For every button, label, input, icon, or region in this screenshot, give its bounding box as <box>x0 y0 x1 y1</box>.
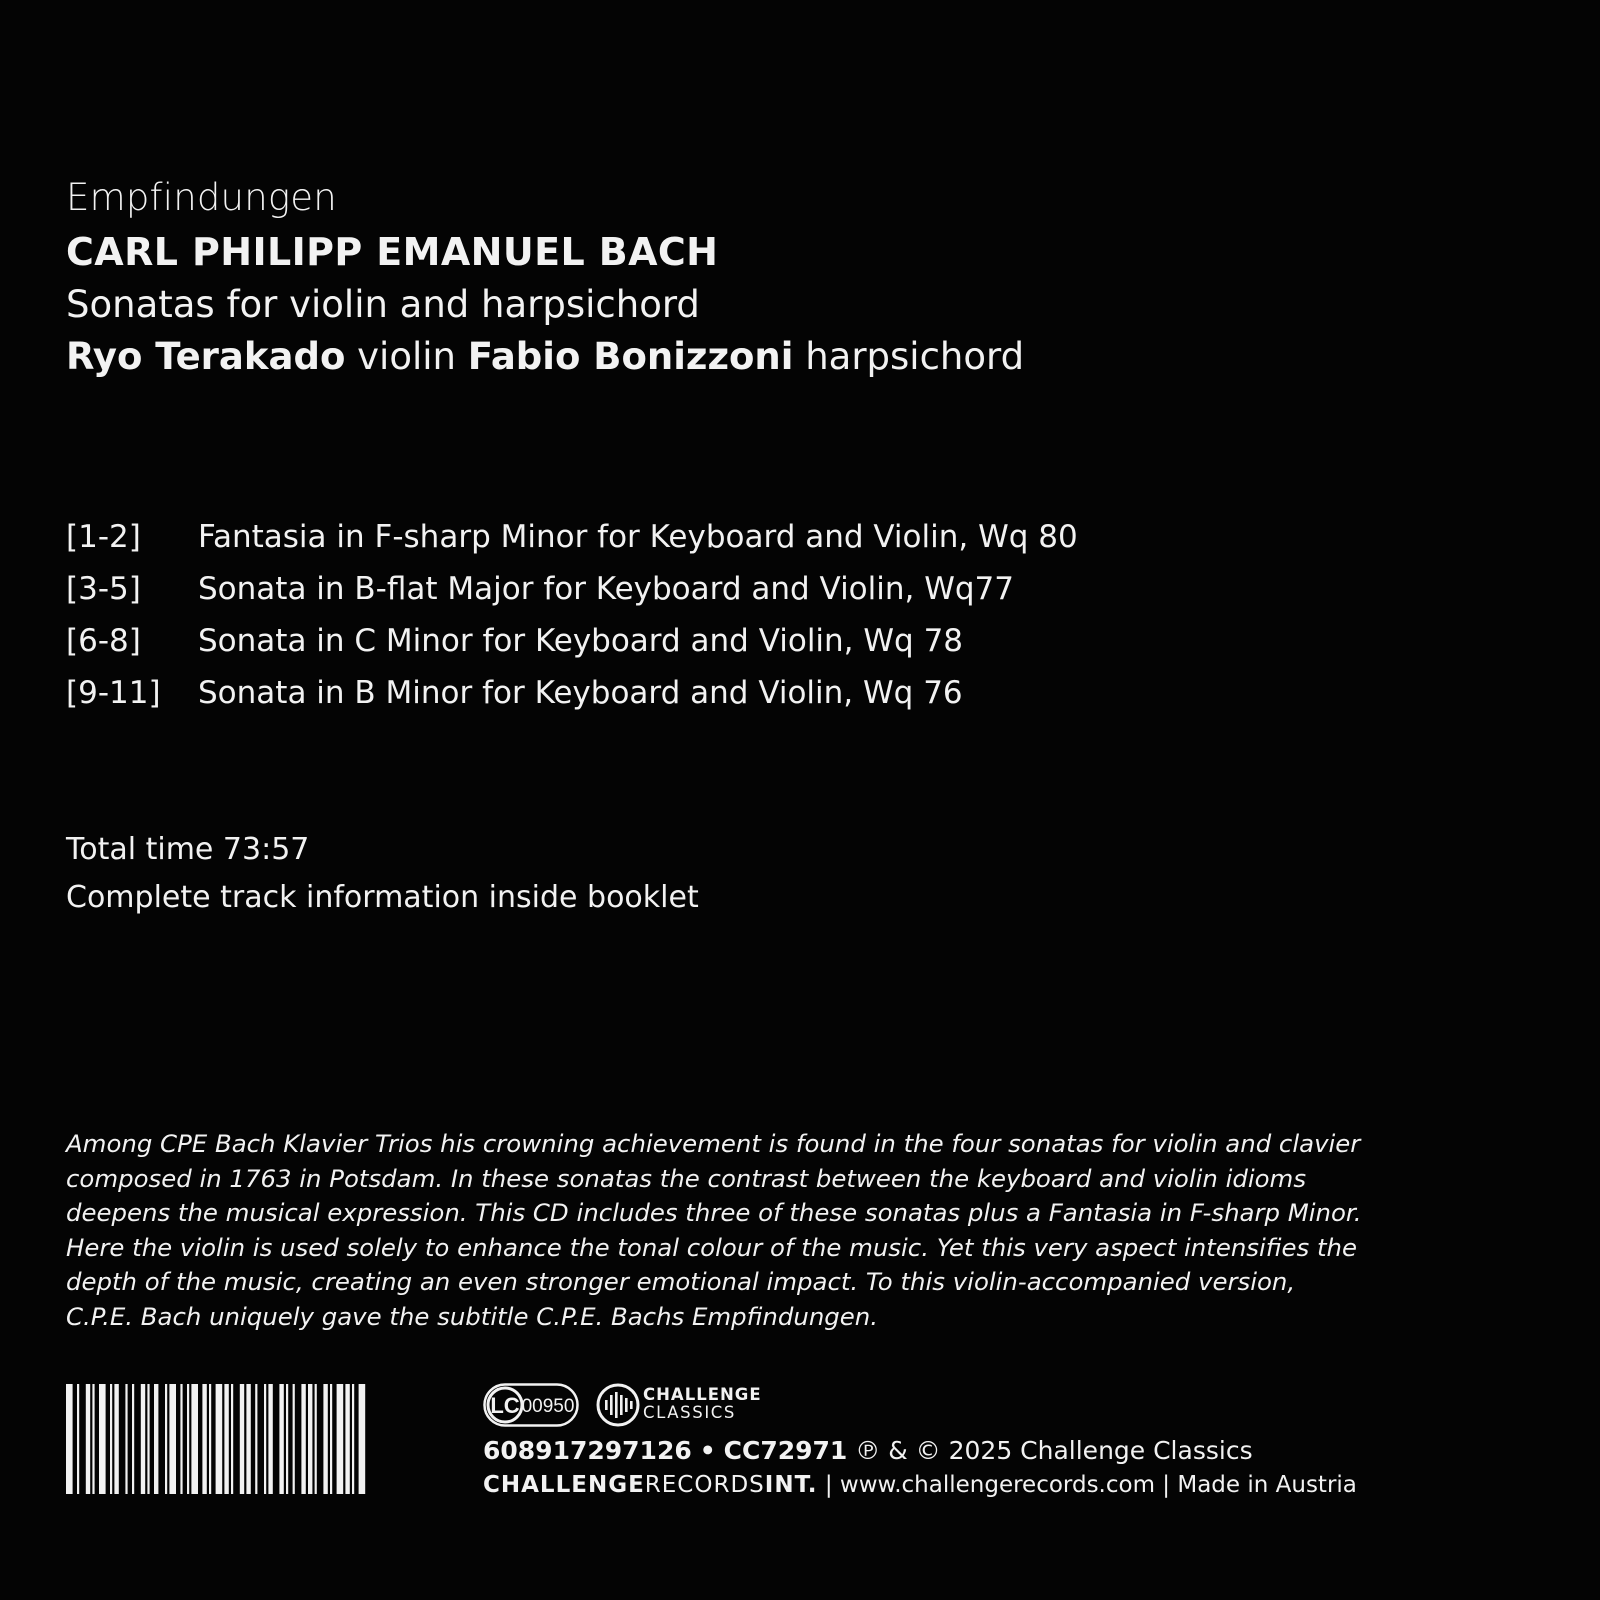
album-subtitle: Empfindungen <box>66 176 337 219</box>
barcode-bar <box>86 1384 90 1494</box>
barcode-bar <box>352 1384 354 1494</box>
track-numbers: [1-2] <box>66 519 141 555</box>
performer-instrument: violin <box>357 335 456 378</box>
barcode-bar <box>77 1384 79 1494</box>
barcode-bar <box>224 1384 228 1494</box>
barcode-bar <box>255 1384 257 1494</box>
barcode-bar <box>169 1384 176 1494</box>
barcode-bar <box>154 1384 158 1494</box>
barcode-bar <box>315 1384 317 1494</box>
barcode-bar <box>165 1384 167 1494</box>
barcode-bar <box>92 1384 94 1494</box>
catalog-line <box>483 1436 1253 1465</box>
challenge-classics-logo-icon <box>596 1383 640 1427</box>
track-title: Sonata in C Minor for Keyboard and Violin, Wq 78 <box>198 623 964 659</box>
separator: • <box>699 1436 716 1465</box>
barcode-bar <box>293 1384 295 1494</box>
performers-line <box>66 335 1024 378</box>
performer-name: Fabio Bonizzoni <box>467 335 794 378</box>
barcode-bar <box>231 1384 233 1494</box>
lc-label-code-logo <box>483 1383 579 1427</box>
barcode-bar <box>240 1384 244 1494</box>
label-logo-word: CHALLENGE <box>643 1385 762 1404</box>
label-name-bold: CHALLENGE <box>483 1472 645 1498</box>
work-title: Sonatas for violin and harpsichord <box>66 283 700 326</box>
performer-instrument: harpsichord <box>805 335 1025 378</box>
website-and-origin: | www.challengerecords.com | Made in Austria <box>824 1472 1357 1498</box>
barcode-bar <box>216 1384 223 1494</box>
description-line: depth of the music, creating an even stronger emotional impact. To this violin-accompanied version, <box>66 1267 1296 1296</box>
barcode-bar <box>147 1384 149 1494</box>
description-line: C.P.E. Bach uniquely gave the subtitle C.P.E. Bachs Empfindungen. <box>66 1301 878 1331</box>
description-line: composed in 1763 in Potsdam. In these sonatas the contrast between the keyboard and violin idioms <box>66 1163 1307 1193</box>
barcode-bar <box>301 1384 305 1494</box>
barcode-bar <box>286 1384 288 1494</box>
track-title: Sonata in B Minor for Keyboard and Violin, Wq 76 <box>198 675 963 711</box>
barcode-bar <box>141 1384 145 1494</box>
barcode-bar <box>114 1384 118 1494</box>
barcode-bar <box>279 1384 283 1494</box>
barcode-bar <box>323 1384 327 1494</box>
barcode-bar <box>99 1384 106 1494</box>
lc-code: 00950 <box>521 1396 575 1417</box>
track-numbers: [3-5] <box>66 571 141 607</box>
performer-name: Ryo Terakado <box>66 335 346 378</box>
barcode-bar <box>125 1384 127 1494</box>
booklet-note: Complete track information inside booklet <box>66 880 699 915</box>
catalog-number: CC72971 <box>723 1436 848 1465</box>
barcode-bar <box>330 1384 332 1494</box>
footer-line <box>483 1472 1357 1498</box>
barcode-bar <box>268 1384 272 1494</box>
barcode-bar <box>180 1384 182 1494</box>
copyright: ℗ & © 2025 Challenge Classics <box>855 1436 1253 1465</box>
track-row <box>66 623 963 659</box>
barcode-bar <box>110 1384 112 1494</box>
barcode-bar <box>191 1384 198 1494</box>
barcode-bar <box>337 1384 344 1494</box>
track-row <box>66 675 963 711</box>
track-title: Sonata in B-flat Major for Keyboard and Violin, Wq77 <box>198 571 1015 607</box>
label-name-suffix: INT. <box>764 1472 818 1498</box>
composer-name: CARL PHILIPP EMANUEL BACH <box>66 230 719 274</box>
barcode-bar <box>345 1384 349 1494</box>
track-title: Fantasia in F-sharp Minor for Keyboard and Violin, Wq 80 <box>198 519 1078 555</box>
barcode-bar <box>209 1384 211 1494</box>
barcode-bar <box>264 1384 266 1494</box>
track-row <box>66 571 1014 607</box>
description-line: deepens the musical expression. This CD includes three of these sonatas plus a Fantasia in F-sharp Minor. <box>66 1198 1362 1227</box>
label-name-regular: RECORDS <box>644 1472 765 1498</box>
barcode <box>66 1384 466 1494</box>
description-line: Among CPE Bach Klavier Trios his crowning achievement is found in the four sonatas for violin and clavier <box>66 1129 1361 1158</box>
album-description <box>66 1127 1506 1334</box>
lc-letters: LC <box>490 1393 520 1418</box>
barcode-bar <box>187 1384 189 1494</box>
barcode-bar <box>202 1384 206 1494</box>
track-numbers: [9-11] <box>66 675 161 711</box>
barcode-bar <box>66 1384 73 1494</box>
barcode-bar <box>132 1384 134 1494</box>
label-logo-word: CLASSICS <box>643 1403 736 1422</box>
barcode-bar <box>359 1384 366 1494</box>
total-time: Total time 73:57 <box>66 832 310 867</box>
track-row <box>66 519 1078 555</box>
description-line: Here the violin is used solely to enhance the tonal colour of the music. Yet this very aspect intensifies the <box>66 1232 1358 1262</box>
track-numbers: [6-8] <box>66 623 141 659</box>
barcode-bar <box>246 1384 250 1494</box>
barcode-bar <box>308 1384 312 1494</box>
barcode-number: 608917297126 <box>483 1436 692 1465</box>
